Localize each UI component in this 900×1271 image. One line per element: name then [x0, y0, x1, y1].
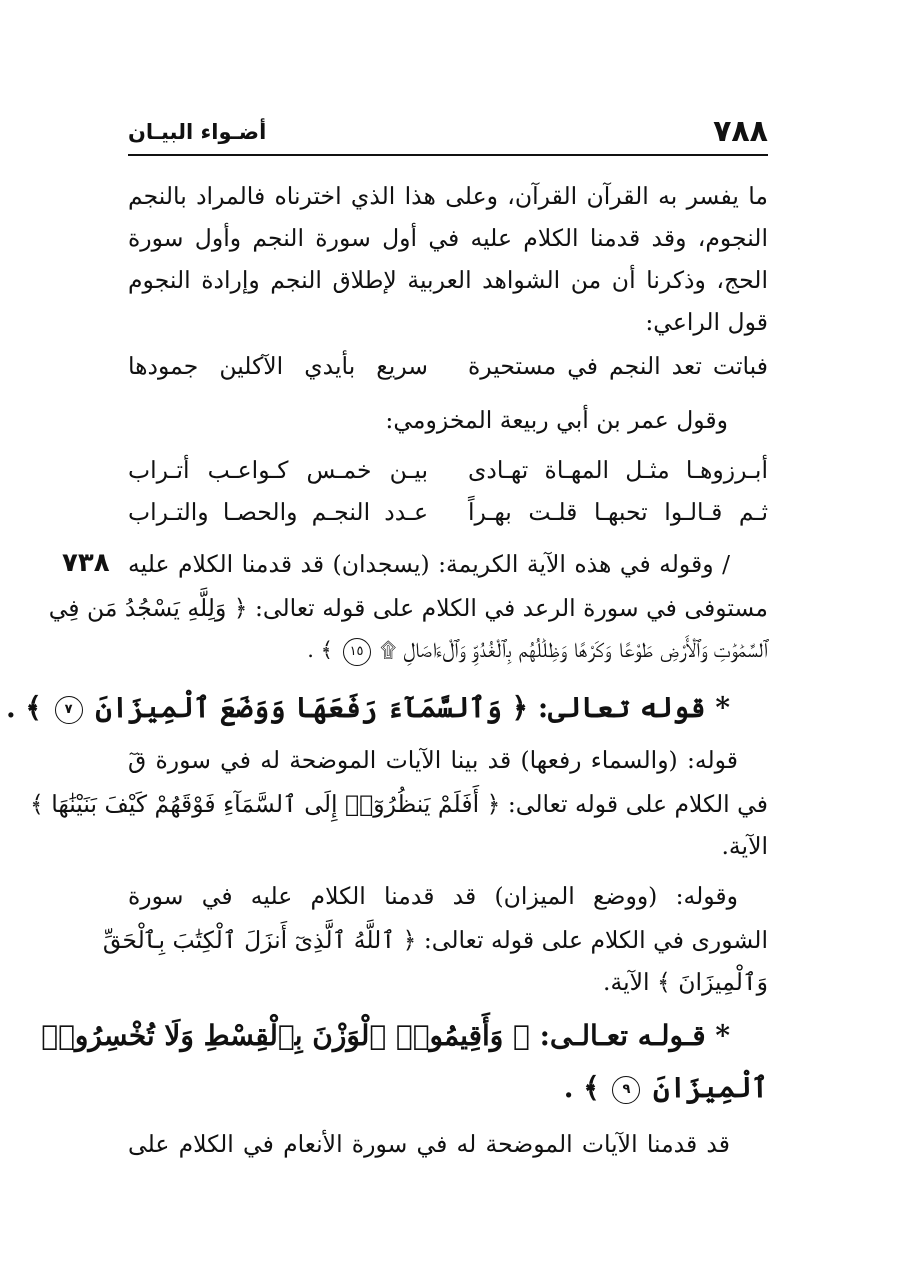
verse-hemistich: أبـرزوهـا مثـل المهـاة تهـادى — [468, 456, 768, 484]
heading-star: * — [715, 691, 730, 724]
section-heading — [41, 1012, 730, 1060]
paragraph-line: وقوله: (ووضع الميزان) قد قدمنا الكلام عليه في سورة — [128, 882, 738, 910]
verse-intro: وقول عمر بن أبي ربيعة المخزومي: — [385, 406, 728, 434]
quote-close: ﴾ . — [5, 691, 42, 724]
paragraph-line — [307, 630, 768, 670]
section-heading — [6, 684, 730, 732]
paragraph-line: النجوم، وقد قدمنا الكلام عليه في أول سورة النجم وأول سورة — [128, 224, 768, 252]
ayah-number-marker: ١٥ — [343, 638, 371, 666]
paragraph-line — [603, 962, 768, 1002]
heading-star: * — [715, 1019, 730, 1052]
quran-quote: ﴿ وَأَقِيمُوا۟ ٱلْوَزْنَ بِٱلْقِسْطِ وَلَا تُخْسِرُوا۟ — [41, 1019, 530, 1052]
paragraph-line: قد قدمنا الآيات الموضحة له في سورة الأنعام في الكلام على — [128, 1130, 730, 1158]
paragraph-text: الآية. — [603, 968, 650, 996]
quran-quote: ٱلْمِيزَانَ — [653, 1071, 768, 1104]
paragraph-text: في الكلام على قوله تعالى: — [507, 790, 768, 818]
paragraph-line: / وقوله في هذه الآية الكريمة: (يسجدان) قد قدمنا الكلام عليه — [128, 550, 730, 578]
paragraph-line: قول الراعي: — [645, 308, 768, 336]
margin-page-reference: ٧٣٨ — [62, 548, 110, 578]
paragraph-line — [29, 784, 768, 824]
quran-quote: ﴿ ٱللَّهُ ٱلَّذِىٓ أَنزَلَ ٱلْكِتَٰبَ بِٱلْحَقِّ — [102, 926, 417, 954]
heading-label: قـولـه تعـالـى: — [539, 1019, 706, 1052]
paragraph-text: مستوفى في سورة الرعد في الكلام على قوله تعالى: — [255, 594, 768, 622]
section-heading-continuation — [564, 1064, 768, 1112]
paragraph-line: الآية. — [721, 832, 768, 860]
page-header — [128, 112, 768, 156]
verse-hemistich: سريع بأيدي الآكلين جمودها — [128, 352, 428, 380]
running-title: أضـواء البيـان — [128, 120, 267, 144]
quran-quote: ﴿ أَفَلَمْ يَنظُرُوٓا۟ إِلَى ٱلسَّمَآءِ فَوْقَهُمْ كَيْفَ بَنَيْنَٰهَا ﴾ — [29, 790, 501, 818]
heading-label: قوله تعالى: — [537, 691, 706, 724]
ayah-number-marker: ٩ — [612, 1076, 640, 1104]
verse-hemistich: فباتت تعد النجم في مستحيرة — [468, 352, 768, 380]
paragraph-line: قوله: (والسماء رفعها) قد بينا الآيات الموضحة له في سورة قٓ — [128, 746, 738, 774]
quran-quote: ﴿ وَلِلَّهِ يَسْجُدُ مَن فِي — [48, 594, 248, 622]
paragraph-line — [48, 588, 768, 628]
page-number: ٧٨٨ — [713, 114, 768, 149]
quote-close: ﴾ . — [307, 638, 333, 662]
paragraph-line: الحج، وذكرنا أن من الشواهد العربية لإطلاق النجم وإرادة النجوم — [128, 266, 768, 294]
quran-quote: ٱلسَّمَٰوَٰتِ وَٱلْأَرْضِ طَوْعًا وَكَرْهًا وَظِلَٰلُهُم بِٱلْغُدُوِّ وَٱلْءَاصَالِ ۩ — [380, 638, 768, 662]
verse-hemistich: بيـن خمـس كـواعـب أتـراب — [128, 456, 428, 484]
quote-close: ﴾ . — [563, 1071, 600, 1104]
quran-quote: ﴿ وَٱلسَّمَآءَ رَفَعَهَا وَوَضَعَ ٱلْمِيزَانَ — [95, 691, 529, 724]
paragraph-line: ما يفسر به القرآن القرآن، وعلى هذا الذي اخترناه فالمراد بالنجم — [128, 182, 768, 210]
paragraph-line — [102, 920, 768, 960]
verse-hemistich: ثـم قـالـوا تحبهـا قلـت بهـراً — [468, 498, 768, 526]
ayah-number-marker: ٧ — [55, 696, 83, 724]
paragraph-text: الشورى في الكلام على قوله تعالى: — [423, 926, 768, 954]
verse-hemistich: عـدد النجـم والحصـا والتـراب — [128, 498, 428, 526]
quran-quote: وَٱلْمِيزَانَ ﴾ — [657, 968, 768, 996]
